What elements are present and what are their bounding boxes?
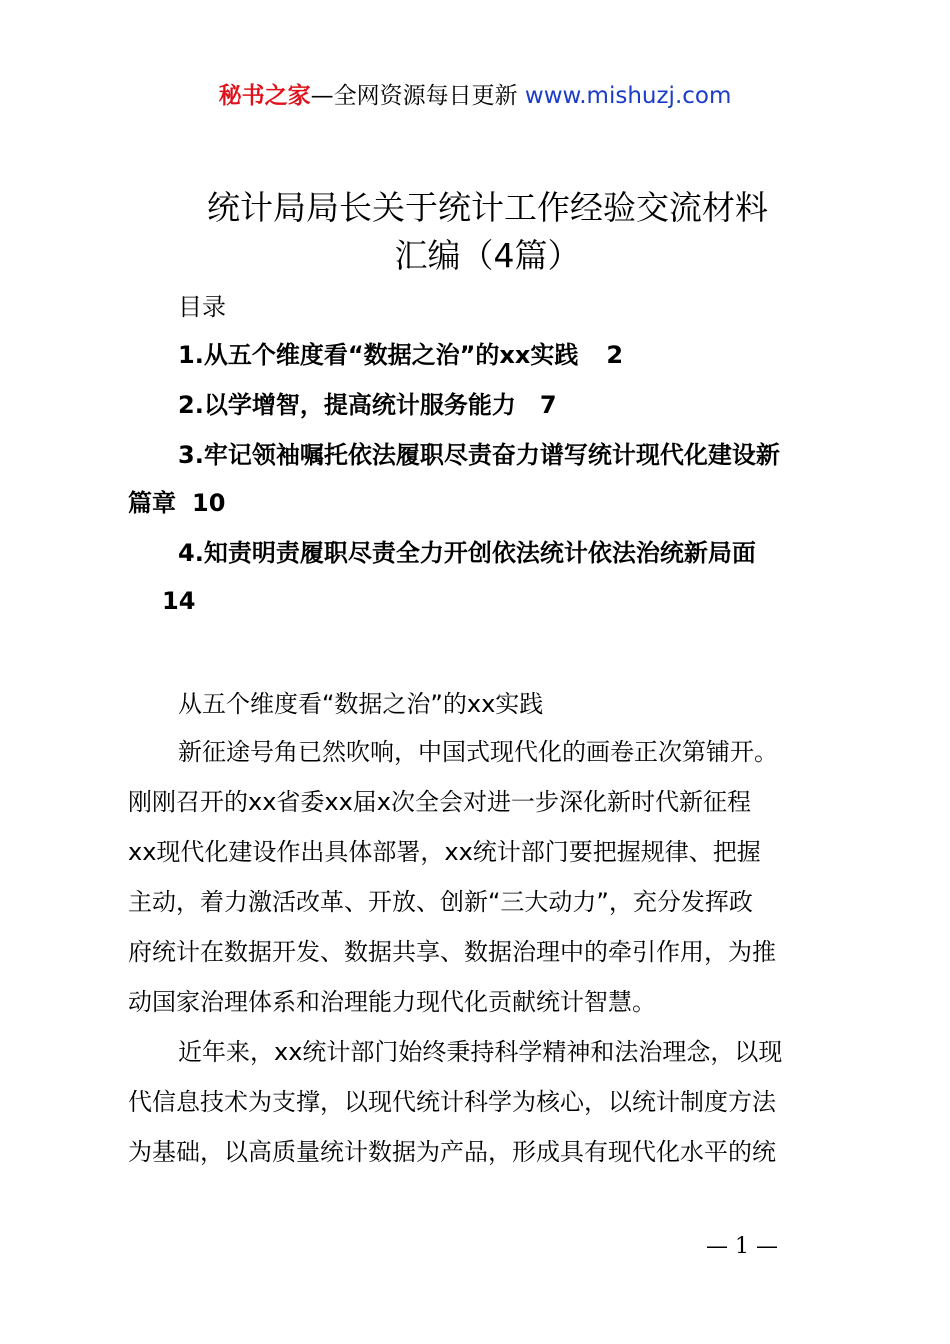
paragraph-line: 为基础，以高质量统计数据为产品，形成具有现代化水平的统 — [128, 1138, 776, 1166]
toc-item-3-line-1[interactable] — [178, 438, 833, 472]
paragraph-line: 代信息技术为支撑，以现代统计科学为核心，以统计制度方法 — [128, 1088, 776, 1116]
toc-item-page: 2 — [606, 341, 624, 369]
paragraph-line: 近年来，xx统计部门始终秉持科学精神和法治理念，以现 — [178, 1038, 783, 1066]
paragraph-line: 主动，着力激活改革、开放、创新“三大动力”，充分发挥政 — [128, 888, 753, 916]
toc-item-text: 4.知责明责履职尽责全力开创依法统计依法治统新局面 — [178, 539, 756, 567]
paragraph-line: 刚刚召开的xx省委xx届x次全会对进一步深化新时代新征程 — [128, 788, 752, 816]
site-slogan: —全网资源每日更新 — [310, 83, 518, 109]
toc-item-3-line-2[interactable] — [128, 486, 833, 520]
paragraph-line: 动国家治理体系和治理能力现代化贡献统计智慧。 — [128, 988, 656, 1016]
paragraph-line: xx现代化建设作出具体部署，xx统计部门要把握规律、把握 — [128, 838, 761, 866]
paragraph-line: 府统计在数据开发、数据共享、数据治理中的牵引作用，为推 — [128, 938, 776, 966]
toc-item-text: 2.以学增智，提高统计服务能力 — [178, 391, 516, 419]
paragraph-line: 新征途号角已然吹响，中国式现代化的画卷正次第铺开。 — [178, 738, 778, 766]
page-number: — 1 — — [706, 1234, 778, 1259]
toc-item-4-line-1[interactable] — [178, 536, 833, 570]
document-title-line-1: 统计局局长关于统计工作经验交流材料 — [207, 188, 768, 227]
site-brand: 秘书之家 — [218, 83, 311, 109]
paragraph-2 — [128, 1027, 833, 1177]
toc-item-4-page[interactable] — [162, 584, 362, 618]
toc-item-text: 篇章 — [128, 489, 176, 517]
toc-label: 目录 — [178, 293, 226, 321]
paragraph-1 — [128, 727, 833, 1027]
site-header — [0, 80, 950, 112]
toc-item-text: 3.牢记领袖嘱托依法履职尽责奋力谱写统计现代化建设新 — [178, 441, 780, 469]
toc-item-page: 14 — [162, 587, 196, 615]
toc-item-2[interactable] — [178, 388, 833, 422]
toc-item-text: 1.从五个维度看“数据之治”的xx实践 — [178, 341, 579, 369]
toc-item-1[interactable] — [178, 338, 833, 372]
section-title: 从五个维度看“数据之治”的xx实践 — [178, 690, 544, 718]
document-title-line-2: 汇编（4篇） — [394, 236, 581, 275]
toc-item-page: 10 — [192, 489, 226, 517]
site-url-link[interactable]: www.mishuzj.com — [524, 83, 732, 109]
toc-item-page: 7 — [539, 391, 557, 419]
